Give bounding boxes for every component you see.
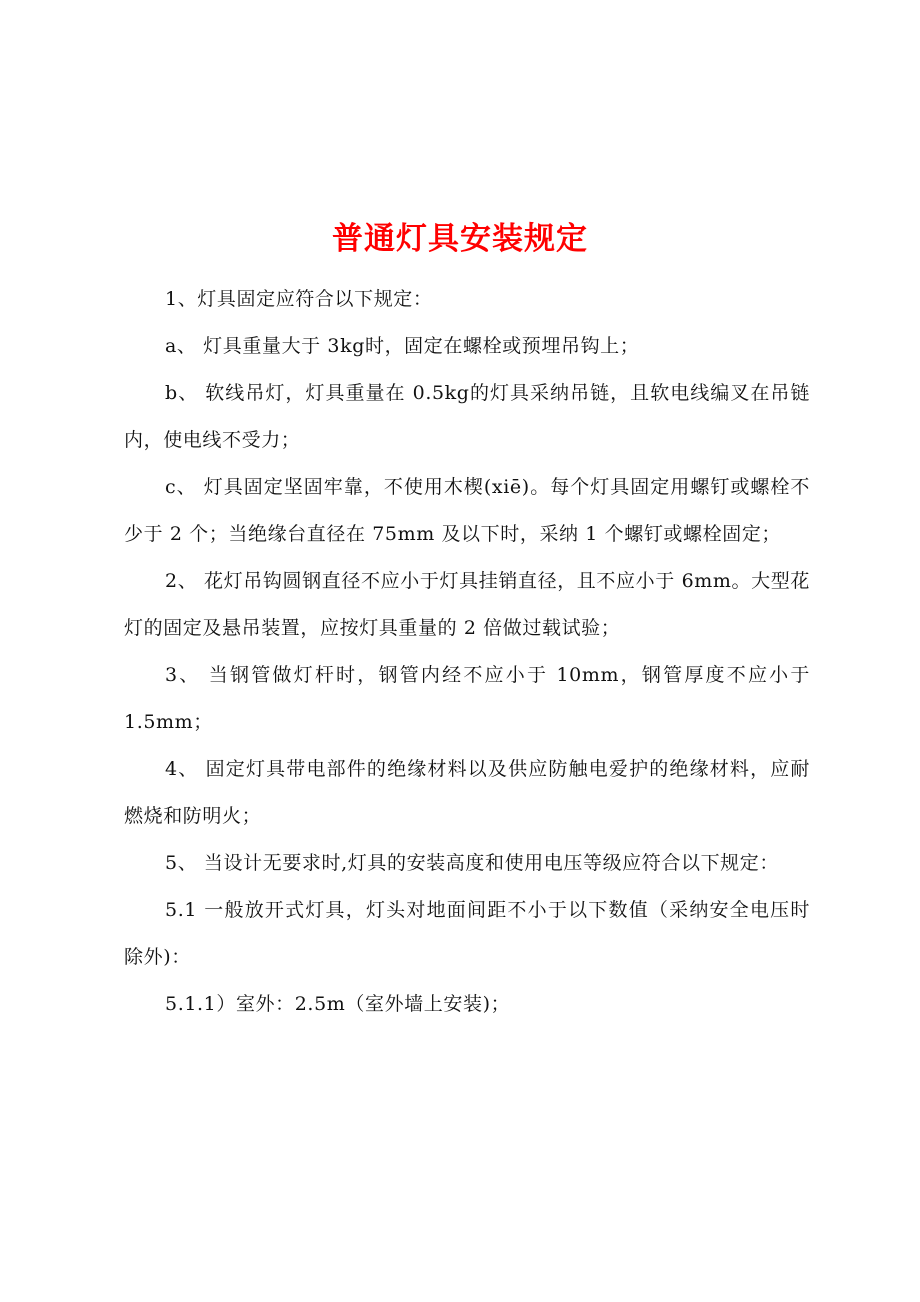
paragraph-4: 4、 固定灯具带电部件的绝缘材料以及供应防触电爱护的绝缘材料，应耐燃烧和防明火；	[124, 758, 810, 827]
paragraph-c: c、 灯具固定坚固牢靠，不使用木楔(xiē)。每个灯具固定用螺钉或螺栓不少于 2 个；当绝缘台直径在 75mm 及以下时，采纳 1 个螺钉或螺栓固定；	[124, 476, 810, 545]
paragraph-a: a、 灯具重量大于 3kg时，固定在螺栓或预埋吊钩上；	[165, 335, 640, 357]
paragraph-5-1: 5.1 一般放开式灯具，灯头对地面间距不小于以下数值（采纳安全电压时除外)：	[124, 899, 810, 968]
paragraph-5-1-1: 5.1.1）室外：2.5m（室外墙上安装)；	[165, 993, 511, 1015]
paragraph-1: 1、灯具固定应符合以下规定：	[165, 288, 433, 310]
document-body	[124, 276, 810, 1028]
paragraph-2: 2、 花灯吊钩圆钢直径不应小于灯具挂销直径，且不应小于 6mm。大型花灯的固定及悬吊装置，应按灯具重量的 2 倍做过载试验；	[124, 570, 810, 639]
paragraph-3: 3、 当钢管做灯杆时，钢管内经不应小于 10mm，钢管厚度不应小于 1.5mm；	[124, 664, 810, 733]
paragraph-5: 5、 当设计无要求时,灯具的安装高度和使用电压等级应符合以下规定：	[165, 852, 779, 874]
page-title: 普通灯具安装规定	[332, 220, 588, 257]
paragraph-b: b、 软线吊灯，灯具重量在 0.5kg的灯具采纳吊链，且软电线编叉在吊链内，使电线不受力；	[124, 382, 810, 451]
